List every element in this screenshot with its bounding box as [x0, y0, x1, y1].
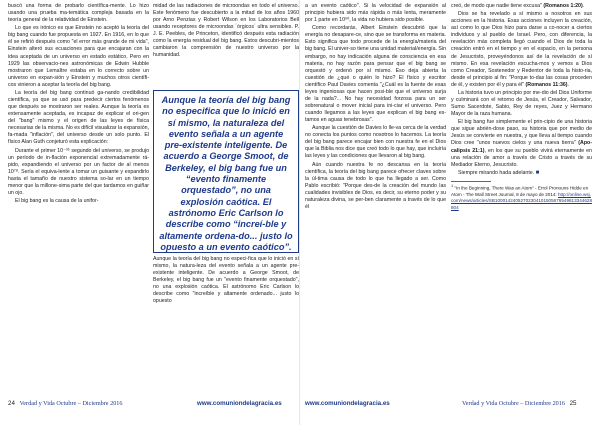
page-number: 25 [569, 400, 577, 407]
paragraph: El big bang fue simplemente el prin-cipio de una historia que sigue abrién-dose paso, su historia que por medio de Jesús se convierte en nuestra, y que lleva al tiempo cuando Dios cree "unos nuevos cielos y una nueva tierra" (Apo-calipsis 21:1), en los que su pueblo vivirá eternamente en una relación de amor a través de Cristo a través de su Mediador Eterno, Jesucristo. [451, 119, 592, 168]
paragraph: Durante el primer 10⁻³⁵ segundo del universo, se produjo un período de in-flación exponencial extremadamente rá-pido, expandiendo el universo por un factor de al menos 10⁷⁸. Sería el equiva-lente a tomar un guisante y expandirlo hasta el tamaño de nuestro sistema so-lar en un tiempo menor que la millone-sima parte del que tardamos en guiñar un ojo. [8, 147, 149, 196]
footnote-text: "In the Beginning, There Was an Atom" - Errol Pronouns Hidde en Atom - The Wall Street Journal, 8 de mayo de 2014: [451, 186, 589, 198]
left-column-2-bottom [153, 256, 299, 391]
paragraph: a un evento caótico". Si la velocidad de expansión al principio hubiera sido más rápida o más lenta, meramente por 1 parte en 10⁶⁰, la vida no hubiera sido posible. [305, 3, 446, 24]
website-link[interactable]: www.comuniondelagracia.es [305, 400, 390, 407]
left-footer [8, 396, 122, 412]
footnote-rule [451, 181, 491, 182]
paragraph: Aunque la cuestión de Davies lo lle-va cerca de la verdad no conecta los puntos como nosotros lo hacemos. La teoría del big bang parece encajar bien con nuestra fe en el Dios que la Biblia nos dice que creó todo lo que hay, que incluiría las leyes y las condiciones que llevaron al big bang. [305, 125, 446, 160]
paragraph: El big bang es la causa de la unifor- [15, 198, 99, 205]
left-footer-url [197, 396, 282, 412]
paragraph: Como recordarás, Albert Einstein descubrió que la energía no desapare-ce, sino que se transforma en materia. Esto significa que todo procede de la energía/materia del big bang. El univer-so tiene una unidad material/energía. Sin embargo, no hay indicación alguna de consciencia en esa materia, no hay razón para pensar que el big bang se orquestó y ordenó por sí mismo. Eso deja abierta la cuestión de ¿qué o quién lo hizo? El físico y escritor científico Paul Davies comenta "¿Cuál es la fuente de esas leyes ingeniosas que hacen posi-ble que el universo surja de la nada?... No hay necesidad forzosa para un ser sobrenatural o mover inicial para ini-ciar el universo. Pero cuando llegamos a las leyes que explican el big bang es-tamos en aguas tenebrosas". [305, 25, 446, 123]
paragraph: Aunque la teoría del big bang no especi-fica que lo inició en sí mismo, la natura-leza del evento señala a un agente pre-existente inteligente. De acuerdo a George Smoot, de Berkeley, el big bang fue un "evento finamente orquestado", no una explosión caótica. El astrónomo Eric Carlson lo describe como "increíble y altamente ordenado... justo lo opuesto [153, 256, 299, 305]
footnote-link[interactable]: http://online.wsj.com/news/articles/SB10001424052702304101505676549813344628804 [451, 192, 592, 210]
closing-line: Siempre mirando hada adelante. [458, 169, 535, 176]
left-column-2-top [153, 3, 299, 89]
page-number: 24 [8, 400, 15, 407]
right-footer [462, 396, 576, 412]
pull-quote-text: Aunque la teoría del big bang no especifica que lo inició en sí mismo, la naturaleza del evento señala a un agente pre-existente inteligente. De acuerdo a George Smoot, de Berkeley, el big bang fue un “evento finamente orquestado”, no una explosión caótica. El astrónomo Eric Carlson lo describe como “increí-ble y altamente ordena-do... justo lo opuesto a un evento caótico”. [159, 95, 293, 252]
paragraph: midad de las radiaciones de microondas en todo el universo. Este fenómeno fue descubierto a la mitad de los años 1960 por Arno Penzias y Robert Wilson en los Laboratorios Bell usando receptores de microondas ´órgicos´ ultra sensibles. P. J. E. Peebles, de Princeton, identificó después esta radiación como la energía residual del big bang. Estos descubri-mientos cambiaron la comprensión de nuestro universo por la humanidad. [153, 3, 299, 59]
end-mark-icon: ■ [535, 169, 540, 176]
pull-quote [153, 90, 299, 253]
paragraph: buscó una forma de probarlo científica-mente. Lo hizo usando una prueba ma-temática compleja basada en la teoría general de la relatividad de Einstein. [8, 3, 149, 24]
paragraph: Dios se ha revelado a sí mismo a nosotros en sus acciones en la historia. Esas acciones incluyen la creación, así como lo que Dios hizo para darse a co-nocer a ciertos individuos y al pueblo de Israel. Pero, con diferencia, la revelación más completa llegó cuando el Dios de toda la creación entró en el tiempo y en el espacio, en la persona de Jesucristo, proveyéndonos así de la revelación de sí mismo. En esa revelación escucha-mos y vemos a Dios como Creador, Sostenedor y Redentor de toda la histo-ria, desde el principio al fin: "Porque to-das las cosas proceden de él, y existen por él y para él" (Romanos 11:36). [451, 11, 592, 88]
right-column-1 [305, 3, 446, 391]
footnote-number: 1 [451, 184, 454, 189]
closing-paragraph [451, 170, 592, 177]
publication-name: Verdad y Vida Octubre – Diciembre 2016 [462, 400, 565, 407]
publication-name: Verdad y Vida Octubre – Diciembre 2016 [19, 400, 123, 407]
right-column-2 [451, 3, 592, 391]
paragraph: La historia tuvo un principio por me-dio del Dios Uniforme y culminará con el retorno de Jesús, el Creador, Salvador, Sumo Sacerdote, Sabio, Rey de reyes, Juez y Hermano Mayor de la raza humana. [451, 89, 592, 118]
paragraph: creó, de modo que nadie tiene excusa" (Romanos 1:20). [451, 3, 585, 9]
right-footer-url [305, 396, 390, 412]
website-link[interactable]: www.comuniondelagracia.es [197, 400, 282, 407]
page-gutter [299, 0, 300, 425]
left-column-1 [8, 3, 149, 391]
paragraph: Lo que es irónico es que Einstein no aceptó la teoría del big bang cuando fue propuesta en 1927. En 1916, en lo que él se refirió después como "el error más grande de mi vida", Einstein alteró sus ecuaciones para que encajaran con la idea aceptada de un universo en estado estático. Pero en 1929 las observacio-nes astronómicas de Edwin Hubble mostraron que Lemaître estaba en lo correcto sobre un universo en expan-sión y Einstein y muchos otros científi-cos vinieron a aceptar la teoría del big bang. [8, 25, 149, 88]
paragraph: Aún cuando nuestra fe no descansa en la teoría científica, la teoría del big bang parece ofrecer claves sobre la úl-tima causa de todo lo que ha llegado a ser. Como Pablo escribió: "Porque des-de la creación del mundo las cualidades invisibles de Dios, es decir, su eterno poder y su naturaleza divina, se per-ben claramente a través de lo que él [305, 161, 446, 210]
paragraph: La teoría del big bang continuó ga-nando credibilidad científica, ya que se usó para predecir ciertos fenómenos que después se mostraron ser reales. Aunque la teoría es extensamente aceptada, es incapaz de explicar el ori-gen del "bang" mismo y el origen de las leyes de física necesarias de la misma. No es difícil visualizar la expansión, fa-mada "inflación", del universo desde un solo punto. El físico Alan Guth conjeturó esta explicación: [8, 89, 149, 146]
footnote [451, 183, 592, 210]
